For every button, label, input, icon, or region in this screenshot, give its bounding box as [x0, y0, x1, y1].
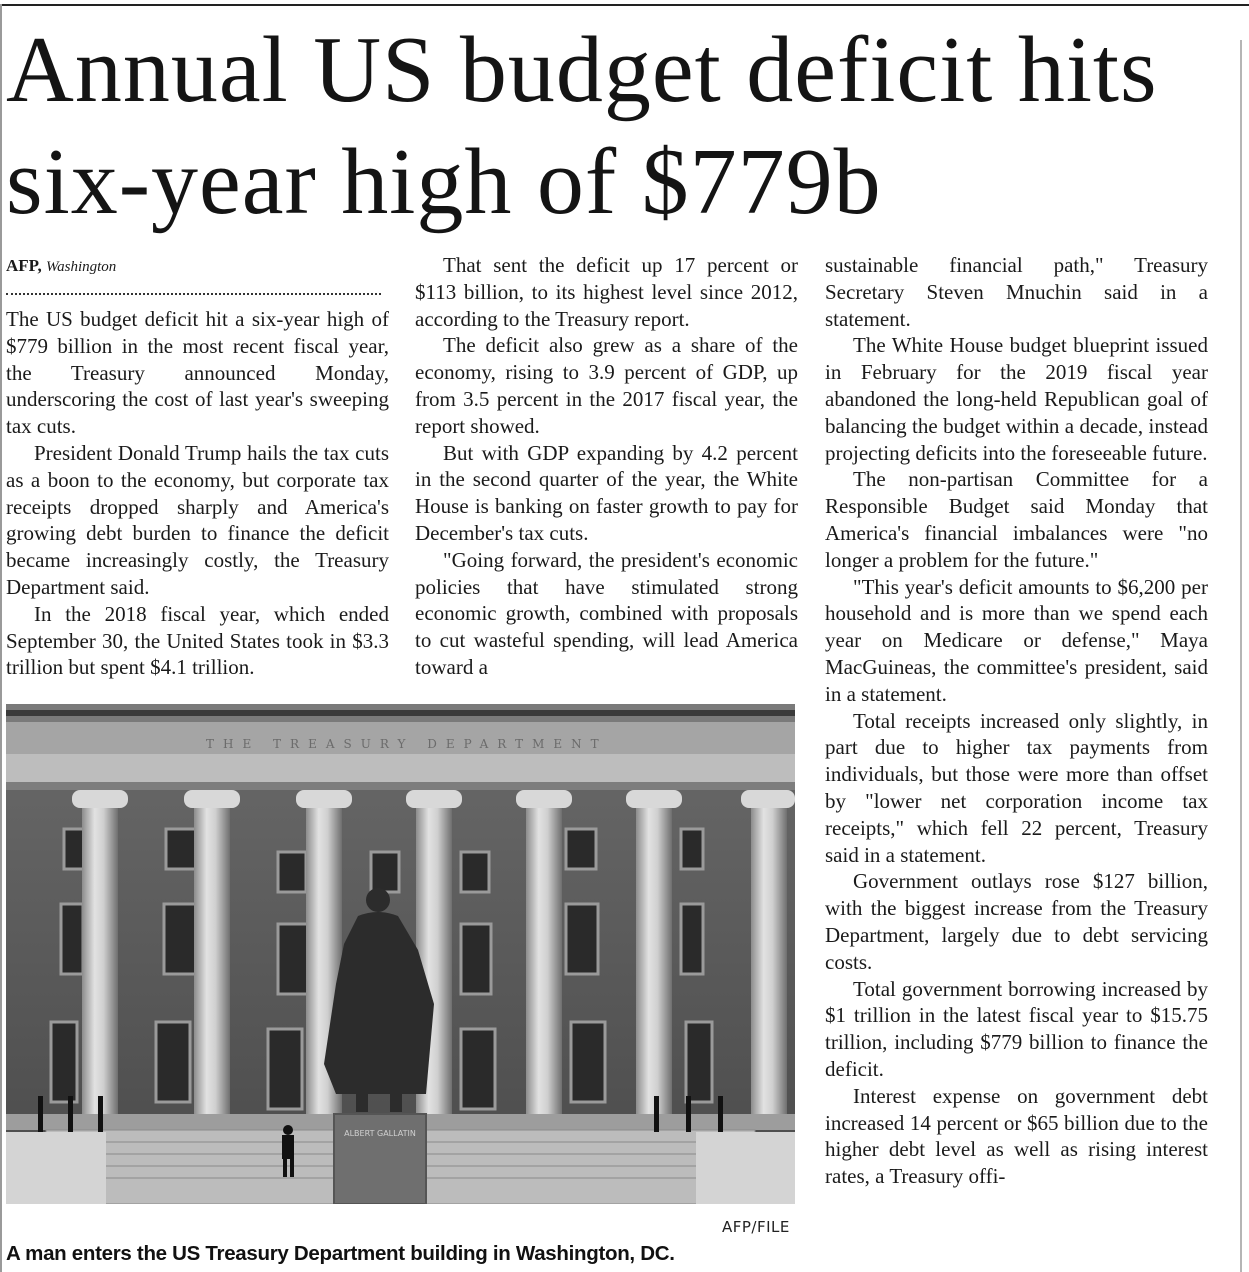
pedestal-plaque: ALBERT GALLATIN	[344, 1129, 416, 1138]
byline-location: Washington	[46, 259, 117, 275]
paragraph: That sent the deficit up 17 percent or $113 billion, to its highest level since 2012, according to the Treasury report.	[415, 253, 798, 331]
headline: Annual US budget deficit hits six-year high of $779b	[6, 18, 1158, 234]
article-column-3	[825, 252, 1208, 1190]
paragraph: "This year's deficit amounts to $6,200 per household and is more than we spend each year on Medicare or defense," Maya MacGuineas, the committee's president, said in a statement.	[825, 574, 1208, 706]
frieze-inscription: THE TREASURY DEPARTMENT	[206, 737, 608, 751]
paragraph: The US budget deficit hit a six-year high of $779 billion in the most recent fiscal year, the Treasury announced Monday, underscoring the cost of last year's sweeping tax cuts.	[6, 307, 389, 439]
paragraph: But with GDP expanding by 4.2 percent in the second quarter of the year, the White House is banking on faster growth to pay for December's tax cuts.	[415, 440, 798, 545]
byline-dotted-rule	[6, 293, 381, 295]
paragraph: The non-partisan Committee for a Responsible Budget said Monday that America's financial imbalances were "no longer a problem for the future."	[825, 467, 1208, 572]
paragraph: The deficit also grew as a share of the economy, rising to 3.9 percent of GDP, up from 3.5 percent in the 2017 fiscal year, the report showed.	[415, 333, 798, 438]
paragraph: Government outlays rose $127 billion, with the biggest increase from the Treasury Department, largely due to debt servicing costs.	[825, 869, 1208, 974]
byline-agency: AFP,	[6, 256, 42, 275]
paragraph: sustainable financial path," Treasury Secretary Steven Mnuchin said in a statement.	[825, 253, 1208, 331]
treasury-building-photo	[6, 704, 795, 1204]
article-column-1	[6, 306, 389, 681]
column-divider	[1240, 40, 1242, 1272]
left-rule	[0, 4, 2, 1272]
paragraph: "Going forward, the president's economic policies that have stimulated strong economic growth, combined with proposals to cut wasteful spending, will lead America toward a	[415, 547, 798, 679]
paragraph: President Donald Trump hails the tax cuts as a boon to the economy, but corporate tax receipts dropped sharply and America's growing debt burden to finance the deficit became increasingly costly, the Treasury Department said.	[6, 440, 389, 599]
paragraph: In the 2018 fiscal year, which ended September 30, the United States took in $3.3 trillion but spent $4.1 trillion.	[6, 601, 389, 680]
article-column-2	[415, 252, 798, 681]
photo-caption: A man enters the US Treasury Department building in Washington, DC.	[6, 1242, 675, 1265]
top-rule	[0, 4, 1249, 6]
photo-credit: AFP/FILE	[722, 1218, 790, 1236]
byline	[6, 256, 116, 276]
paragraph: Total receipts increased only slightly, in part due to higher tax payments from individuals, but those were more than offset by "lower net corporation income tax receipts," which fell 22 percent, Treasury said in a statement.	[825, 708, 1208, 867]
paragraph: Total government borrowing increased by $1 trillion in the latest fiscal year to $15.75 trillion, including $779 billion to finance the deficit.	[825, 976, 1208, 1081]
paragraph: The White House budget blueprint issued in February for the 2019 fiscal year abandoned the long-held Republican goal of balancing the budget within a decade, instead projecting deficits into the foreseeable future.	[825, 333, 1208, 465]
paragraph: Interest expense on government debt increased 14 percent or $65 billion due to the higher debt level as well as rising interest rates, a Treasury offi-	[825, 1083, 1208, 1189]
